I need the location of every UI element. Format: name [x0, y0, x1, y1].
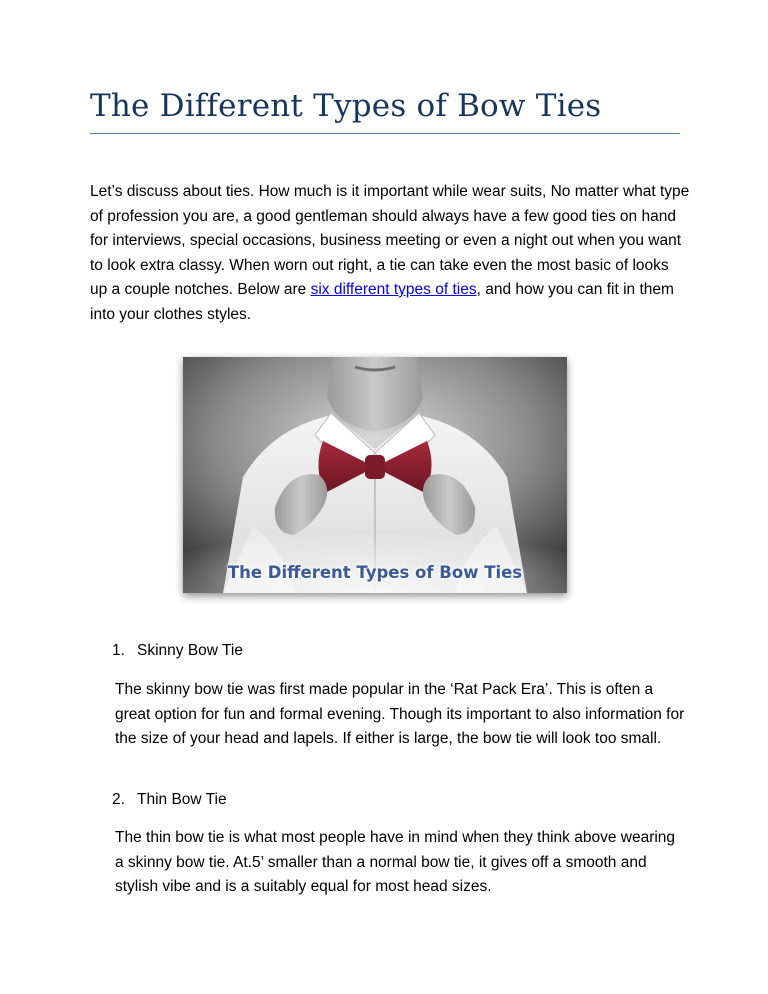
photo-caption: The Different Types of Bow Ties [227, 563, 523, 582]
title-underline-divider [90, 133, 680, 134]
section-body-thin-bow-tie: The thin bow tie is what most people have in mind when they think above wearing a skinny bow tie. At.5’ smaller than a normal bow tie, it gives off a smooth and stylish vibe and is a suitably equal for most head sizes. [115, 829, 676, 895]
types-of-ties-link[interactable]: six different types of ties [310, 281, 477, 298]
section-heading-skinny-bow-tie [112, 642, 243, 660]
page-title: The Different Types of Bow Ties [90, 88, 602, 124]
intro-text-before: Let’s discuss about ties. How much is it important while wear suits, No matter what type of profession you are, a good gentleman should always have a few good ties on hand for interviews, special occasions, business meeting or even a night out when you want to look extra classy. When worn out right, a tie can take even the most basic of looks up a couple notches. Below are [90, 183, 690, 298]
section-heading-text: Skinny Bow Tie [137, 642, 243, 659]
bow-tie-photo [183, 357, 567, 593]
section-number: 1. [112, 642, 125, 659]
section-number: 2. [112, 791, 125, 808]
section-body-skinny-bow-tie: The skinny bow tie was first made popular in the ‘Rat Pack Era’. This is often a great option for fun and formal evening. Though its important to also information for the size of your head and lapels. If either is large, the bow tie will look too small. [115, 681, 685, 747]
bow-tie-illustration [183, 357, 567, 593]
intro-paragraph [90, 180, 690, 327]
section-heading-text: Thin Bow Tie [137, 791, 227, 808]
section-heading-thin-bow-tie [112, 791, 227, 809]
intro-text-after: , and how you can fit in them into your clothes styles. [90, 281, 674, 323]
